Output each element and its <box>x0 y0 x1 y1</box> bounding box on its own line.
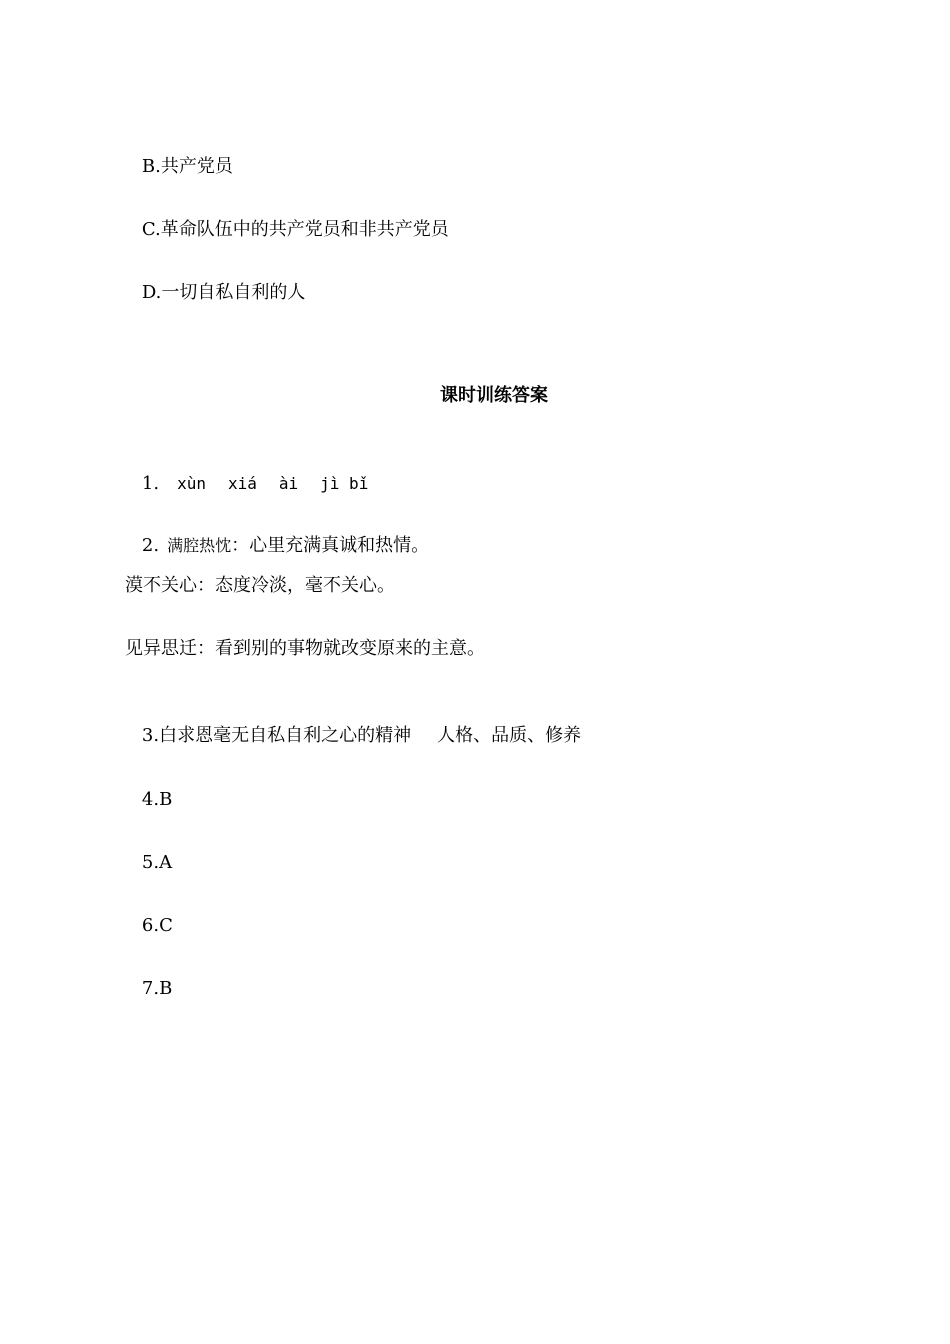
answer-5-num: 5. <box>141 852 160 873</box>
answer-2-term: 满腔热忱 <box>167 536 232 555</box>
answer-2-num: 2. <box>141 535 160 556</box>
answer-6 <box>119 890 173 962</box>
answer-1-num: 1. <box>141 473 160 494</box>
option-c-text: 革命队伍中的共产党员和非共产党员 <box>160 219 449 240</box>
option-c <box>119 194 449 266</box>
option-b-label: B. <box>141 156 161 177</box>
answer-7-num: 7. <box>141 978 160 999</box>
answer-5 <box>119 827 172 899</box>
pinyin-2: xiá <box>227 474 257 493</box>
option-b <box>119 131 233 203</box>
answer-2-line-2: 漠不关心：态度冷淡，毫不关心。 <box>125 575 395 596</box>
option-d-text: 一切自私自利的人 <box>161 282 306 303</box>
answer-7 <box>119 953 172 1025</box>
option-d <box>119 257 305 329</box>
answer-2-line-3: 见异思迁：看到别的事物就改变原来的主意。 <box>125 638 485 659</box>
answer-3-part-2: 人格、品质、修养 <box>437 725 582 746</box>
answer-4-value: B <box>159 789 173 810</box>
answer-3 <box>119 700 581 772</box>
answers-heading: 课时训练答案 <box>440 385 548 406</box>
answer-6-value: C <box>159 915 173 936</box>
answer-3-num: 3. <box>141 725 160 746</box>
answer-4 <box>119 764 172 836</box>
answer-3-part-1: 白求恩毫无自私自利之心的精神 <box>159 725 412 746</box>
answer-4-num: 4. <box>141 789 160 810</box>
answer-7-value: B <box>159 978 173 999</box>
pinyin-1: xùn <box>177 474 206 493</box>
option-b-text: 共产党员 <box>160 156 233 177</box>
pinyin-3: ài <box>278 474 299 493</box>
answer-2 <box>119 510 429 582</box>
answer-2-definition: ：心里充满真诚和热情。 <box>231 535 430 556</box>
pinyin-4: jì bǐ <box>320 474 369 493</box>
answer-6-num: 6. <box>141 915 160 936</box>
option-c-label: C. <box>141 219 161 240</box>
answer-5-value: A <box>159 852 173 873</box>
option-d-label: D. <box>141 282 162 303</box>
